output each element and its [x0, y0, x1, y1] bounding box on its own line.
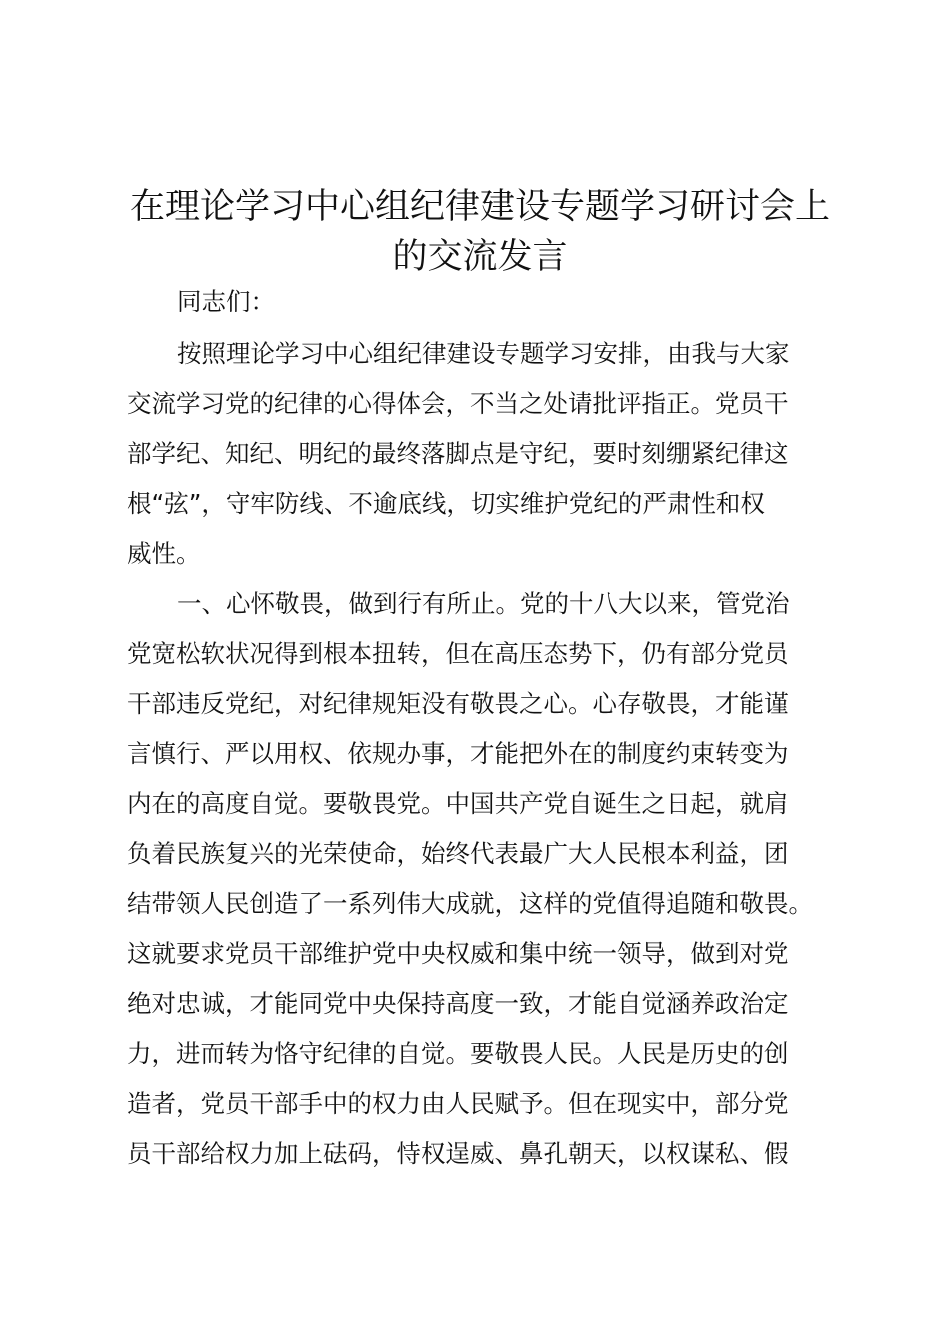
body-line: 造者，党员干部手中的权力由人民赋予。但在现实中，部分党 — [127, 1089, 789, 1118]
body-line: 干部违反党纪，对纪律规矩没有敬畏之心。心存敬畏，才能谨 — [127, 689, 789, 718]
body-line: 一、心怀敬畏，做到行有所止。党的十八大以来，管党治 — [177, 589, 790, 618]
body-line: 内在的高度自觉。要敬畏党。中国共产党自诞生之日起，就肩 — [127, 789, 789, 818]
body-line: 威性。 — [127, 539, 201, 568]
body-line: 部学纪、知纪、明纪的最终落脚点是守纪，要时刻绷紧纪律这 — [127, 439, 789, 468]
body-line: 绝对忠诚，才能同党中央保持高度一致，才能自觉涵养政治定 — [127, 989, 789, 1018]
body-line: 员干部给权力加上砝码，恃权逞威、鼻孔朝天，以权谋私、假 — [127, 1139, 789, 1168]
body-line: 党宽松软状况得到根本扭转，但在高压态势下，仍有部分党员 — [127, 639, 789, 668]
document-title-line-2: 的交流发言 — [392, 237, 568, 277]
body-line: 力，进而转为恪守纪律的自觉。要敬畏人民。人民是历史的创 — [127, 1039, 789, 1068]
document-title-line-1: 在理论学习中心组纪律建设专题学习研讨会上 — [129, 187, 830, 227]
body-line: 负着民族复兴的光荣使命，始终代表最广大人民根本利益，团 — [127, 839, 789, 868]
body-line: 按照理论学习中心组纪律建设专题学习安排，由我与大家 — [177, 339, 790, 368]
body-line: 根“弦”，守牢防线、不逾底线，切实维护党纪的严肃性和权 — [127, 489, 765, 518]
body-line: 交流学习党的纪律的心得体会，不当之处请批评指正。党员干 — [127, 389, 789, 418]
body-line: 这就要求党员干部维护党中央权威和集中统一领导，做到对党 — [127, 939, 789, 968]
body-line: 言慎行、严以用权、依规办事，才能把外在的制度约束转变为 — [127, 739, 789, 768]
salutation: 同志们： — [177, 287, 275, 316]
body-line: 结带领人民创造了一系列伟大成就，这样的党值得追随和敬畏。 — [127, 889, 813, 918]
